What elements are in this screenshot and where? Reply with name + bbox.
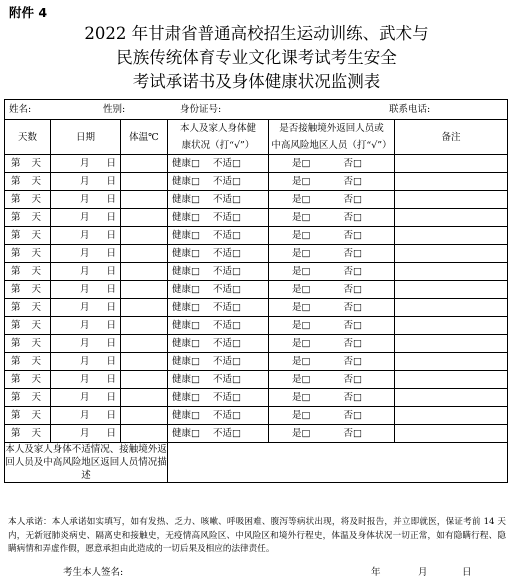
no-checkbox[interactable]: 否□ bbox=[343, 338, 362, 349]
temp-cell[interactable] bbox=[121, 155, 168, 173]
contact-cell bbox=[269, 245, 395, 263]
healthy-checkbox[interactable]: 健康□ bbox=[172, 266, 200, 277]
signature-year: 年 bbox=[371, 567, 381, 578]
day-suffix: 天 bbox=[31, 158, 42, 169]
yes-checkbox[interactable]: 是□ bbox=[292, 176, 311, 187]
healthy-checkbox[interactable]: 健康□ bbox=[172, 338, 200, 349]
day-suffix: 天 bbox=[31, 392, 42, 403]
month-word: 月 bbox=[80, 374, 90, 385]
date-cell[interactable] bbox=[51, 335, 121, 353]
header-temp: 体温℃ bbox=[121, 120, 168, 155]
unwell-checkbox[interactable]: 不适□ bbox=[212, 248, 241, 259]
yes-checkbox[interactable]: 是□ bbox=[292, 302, 311, 313]
healthy-checkbox[interactable]: 健康□ bbox=[172, 194, 200, 205]
table-row bbox=[5, 281, 508, 299]
contact-cell bbox=[269, 209, 395, 227]
temp-cell[interactable] bbox=[121, 353, 168, 371]
yes-checkbox[interactable]: 是□ bbox=[292, 410, 311, 421]
yes-checkbox[interactable]: 是□ bbox=[292, 338, 311, 349]
document-title-line-1: 2022 年甘肃省普通高校招生运动训练、武术与 bbox=[84, 24, 429, 43]
table-row bbox=[5, 353, 508, 371]
healthy-checkbox[interactable]: 健康□ bbox=[172, 284, 200, 295]
day-word: 日 bbox=[106, 320, 117, 331]
note-cell[interactable] bbox=[395, 281, 508, 299]
healthy-checkbox[interactable]: 健康□ bbox=[172, 356, 200, 367]
health-cell bbox=[168, 335, 269, 353]
contact-cell bbox=[269, 263, 395, 281]
day-word: 日 bbox=[106, 158, 117, 169]
table-row bbox=[5, 227, 508, 245]
contact-cell bbox=[269, 425, 395, 443]
table-row bbox=[5, 173, 508, 191]
table-row bbox=[5, 299, 508, 317]
healthy-checkbox[interactable]: 健康□ bbox=[172, 428, 200, 439]
day-cell bbox=[5, 155, 51, 173]
healthy-checkbox[interactable]: 健康□ bbox=[172, 176, 200, 187]
yes-checkbox[interactable]: 是□ bbox=[292, 194, 311, 205]
note-cell[interactable] bbox=[395, 245, 508, 263]
day-prefix: 第 bbox=[11, 302, 21, 313]
day-word: 日 bbox=[106, 212, 117, 223]
month-word: 月 bbox=[80, 176, 90, 187]
unwell-checkbox[interactable]: 不适□ bbox=[212, 194, 241, 205]
health-monitoring-table bbox=[4, 99, 508, 483]
yes-checkbox[interactable]: 是□ bbox=[292, 230, 311, 241]
temp-cell[interactable] bbox=[121, 245, 168, 263]
day-word: 日 bbox=[106, 284, 117, 295]
date-cell[interactable] bbox=[51, 371, 121, 389]
no-checkbox[interactable]: 否□ bbox=[343, 176, 362, 187]
temp-cell[interactable] bbox=[121, 173, 168, 191]
healthy-checkbox[interactable]: 健康□ bbox=[172, 410, 200, 421]
date-cell[interactable] bbox=[51, 353, 121, 371]
unwell-checkbox[interactable]: 不适□ bbox=[212, 176, 241, 187]
day-cell bbox=[5, 245, 51, 263]
contact-cell bbox=[269, 173, 395, 191]
declaration-row bbox=[5, 443, 508, 483]
day-word: 日 bbox=[106, 194, 117, 205]
no-checkbox[interactable]: 否□ bbox=[343, 410, 362, 421]
day-word: 日 bbox=[106, 266, 117, 277]
month-word: 月 bbox=[80, 428, 90, 439]
health-cell bbox=[168, 299, 269, 317]
temp-cell[interactable] bbox=[121, 371, 168, 389]
day-prefix: 第 bbox=[11, 410, 21, 421]
unwell-checkbox[interactable]: 不适□ bbox=[212, 356, 241, 367]
day-prefix: 第 bbox=[11, 320, 21, 331]
promise-text: 本人承诺：本人承诺如实填写，如有发热、乏力、咳嗽、呼吸困难、腹泻等病状出现，将及时报告，并立即就医，保证考前 14 天内，无新冠肺炎病史、隔离史和接触史，无疫情高风险区、中风险区和境外行程史，体温及身体状况一切正常，如有隐瞒行程、隐瞒病情和弄虚作假，愿意承担由此造成的一切后果及相应的法律责任。 bbox=[8, 517, 506, 554]
document-title-line-3: 考试承诺书及身体健康状况监测表 bbox=[132, 72, 381, 91]
table-row bbox=[5, 389, 508, 407]
yes-checkbox[interactable]: 是□ bbox=[292, 428, 311, 439]
document-title-line-2: 民族传统体育专业文化课考试考生安全 bbox=[116, 48, 397, 67]
signature-label: 考生本人签名: bbox=[63, 567, 124, 578]
no-checkbox[interactable]: 否□ bbox=[343, 428, 362, 439]
temp-cell[interactable] bbox=[121, 335, 168, 353]
day-cell bbox=[5, 209, 51, 227]
table-row bbox=[5, 407, 508, 425]
month-word: 月 bbox=[80, 158, 90, 169]
temp-cell[interactable] bbox=[121, 389, 168, 407]
day-suffix: 天 bbox=[31, 230, 42, 241]
unwell-checkbox[interactable]: 不适□ bbox=[212, 410, 241, 421]
health-cell bbox=[168, 353, 269, 371]
header-health-line-2: 康状况（打“√”） bbox=[181, 140, 255, 151]
note-cell[interactable] bbox=[395, 263, 508, 281]
temp-cell[interactable] bbox=[121, 299, 168, 317]
day-cell bbox=[5, 371, 51, 389]
day-prefix: 第 bbox=[11, 212, 21, 223]
contact-cell bbox=[269, 407, 395, 425]
unwell-checkbox[interactable]: 不适□ bbox=[212, 374, 241, 385]
header-day: 天数 bbox=[5, 120, 51, 155]
day-suffix: 天 bbox=[31, 266, 42, 277]
health-cell bbox=[168, 209, 269, 227]
unwell-checkbox[interactable]: 不适□ bbox=[212, 212, 241, 223]
attachment-label: 附件 4 bbox=[9, 5, 48, 20]
day-suffix: 天 bbox=[31, 302, 42, 313]
day-word: 日 bbox=[106, 230, 117, 241]
table-row bbox=[5, 191, 508, 209]
month-word: 月 bbox=[80, 392, 90, 403]
health-cell bbox=[168, 371, 269, 389]
day-suffix: 天 bbox=[31, 194, 42, 205]
healthy-checkbox[interactable]: 健康□ bbox=[172, 392, 200, 403]
health-cell bbox=[168, 281, 269, 299]
day-word: 日 bbox=[106, 392, 117, 403]
no-checkbox[interactable]: 否□ bbox=[343, 392, 362, 403]
no-checkbox[interactable]: 否□ bbox=[343, 230, 362, 241]
contact-cell bbox=[269, 389, 395, 407]
table-row bbox=[5, 245, 508, 263]
no-checkbox[interactable]: 否□ bbox=[343, 266, 362, 277]
day-suffix: 天 bbox=[31, 284, 42, 295]
note-cell[interactable] bbox=[395, 227, 508, 245]
temp-cell[interactable] bbox=[121, 425, 168, 443]
note-cell[interactable] bbox=[395, 155, 508, 173]
day-cell bbox=[5, 389, 51, 407]
day-prefix: 第 bbox=[11, 428, 21, 439]
yes-checkbox[interactable]: 是□ bbox=[292, 248, 311, 259]
table-row bbox=[5, 425, 508, 443]
day-cell bbox=[5, 299, 51, 317]
unwell-checkbox[interactable]: 不适□ bbox=[212, 302, 241, 313]
temp-cell[interactable] bbox=[121, 263, 168, 281]
unwell-checkbox[interactable]: 不适□ bbox=[212, 428, 241, 439]
temp-cell[interactable] bbox=[121, 317, 168, 335]
date-cell[interactable] bbox=[51, 227, 121, 245]
note-cell[interactable] bbox=[395, 317, 508, 335]
month-word: 月 bbox=[80, 194, 90, 205]
header-contact bbox=[269, 120, 395, 155]
gender-field-label[interactable]: 性别: bbox=[103, 104, 126, 115]
contact-cell bbox=[269, 191, 395, 209]
day-word: 日 bbox=[106, 176, 117, 187]
health-cell bbox=[168, 227, 269, 245]
table-row bbox=[5, 317, 508, 335]
no-checkbox[interactable]: 否□ bbox=[343, 212, 362, 223]
day-suffix: 天 bbox=[31, 356, 42, 367]
no-checkbox[interactable]: 否□ bbox=[343, 356, 362, 367]
header-health bbox=[168, 120, 269, 155]
healthy-checkbox[interactable]: 健康□ bbox=[172, 212, 200, 223]
healthy-checkbox[interactable]: 健康□ bbox=[172, 320, 200, 331]
temp-cell[interactable] bbox=[121, 191, 168, 209]
day-prefix: 第 bbox=[11, 176, 21, 187]
day-suffix: 天 bbox=[31, 320, 42, 331]
health-cell bbox=[168, 317, 269, 335]
healthy-checkbox[interactable]: 健康□ bbox=[172, 158, 200, 169]
day-prefix: 第 bbox=[11, 338, 21, 349]
day-suffix: 天 bbox=[31, 428, 42, 439]
healthy-checkbox[interactable]: 健康□ bbox=[172, 248, 200, 259]
day-prefix: 第 bbox=[11, 374, 21, 385]
day-word: 日 bbox=[106, 410, 117, 421]
health-cell bbox=[168, 155, 269, 173]
date-cell[interactable] bbox=[51, 425, 121, 443]
health-cell bbox=[168, 263, 269, 281]
note-cell[interactable] bbox=[395, 299, 508, 317]
id-field-label[interactable]: 身份证号: bbox=[180, 104, 222, 115]
note-cell[interactable] bbox=[395, 425, 508, 443]
day-word: 日 bbox=[106, 338, 117, 349]
table-row bbox=[5, 335, 508, 353]
note-cell[interactable] bbox=[395, 353, 508, 371]
table-row bbox=[5, 155, 508, 173]
date-cell[interactable] bbox=[51, 407, 121, 425]
yes-checkbox[interactable]: 是□ bbox=[292, 158, 311, 169]
contact-cell bbox=[269, 227, 395, 245]
month-word: 月 bbox=[80, 338, 90, 349]
no-checkbox[interactable]: 否□ bbox=[343, 374, 362, 385]
day-word: 日 bbox=[106, 248, 117, 259]
date-cell[interactable] bbox=[51, 263, 121, 281]
yes-checkbox[interactable]: 是□ bbox=[292, 284, 311, 295]
declaration-field[interactable] bbox=[168, 443, 508, 483]
day-prefix: 第 bbox=[11, 248, 21, 259]
day-cell bbox=[5, 407, 51, 425]
month-word: 月 bbox=[80, 320, 90, 331]
healthy-checkbox[interactable]: 健康□ bbox=[172, 374, 200, 385]
day-cell bbox=[5, 317, 51, 335]
unwell-checkbox[interactable]: 不适□ bbox=[212, 338, 241, 349]
day-cell bbox=[5, 353, 51, 371]
no-checkbox[interactable]: 否□ bbox=[343, 248, 362, 259]
month-word: 月 bbox=[80, 230, 90, 241]
unwell-checkbox[interactable]: 不适□ bbox=[212, 230, 241, 241]
health-cell bbox=[168, 389, 269, 407]
day-prefix: 第 bbox=[11, 158, 21, 169]
unwell-checkbox[interactable]: 不适□ bbox=[212, 392, 241, 403]
temp-cell[interactable] bbox=[121, 209, 168, 227]
unwell-checkbox[interactable]: 不适□ bbox=[212, 266, 241, 277]
date-cell[interactable] bbox=[51, 155, 121, 173]
contact-cell bbox=[269, 317, 395, 335]
health-cell bbox=[168, 245, 269, 263]
day-word: 日 bbox=[106, 374, 117, 385]
day-cell bbox=[5, 191, 51, 209]
no-checkbox[interactable]: 否□ bbox=[343, 284, 362, 295]
day-prefix: 第 bbox=[11, 194, 21, 205]
header-contact-line-2: 中高风险地区人员（打“√”） bbox=[271, 140, 392, 151]
table-row bbox=[5, 209, 508, 227]
health-cell bbox=[168, 173, 269, 191]
temp-cell[interactable] bbox=[121, 407, 168, 425]
unwell-checkbox[interactable]: 不适□ bbox=[212, 320, 241, 331]
date-cell[interactable] bbox=[51, 281, 121, 299]
declaration-label: 本人及家人身体不适情况、接触境外返回人员及中高风险地区返回人员情况描述 bbox=[5, 444, 167, 481]
date-cell[interactable] bbox=[51, 209, 121, 227]
no-checkbox[interactable]: 否□ bbox=[343, 302, 362, 313]
table-header-row bbox=[5, 120, 508, 155]
day-prefix: 第 bbox=[11, 266, 21, 277]
signature-month: 月 bbox=[418, 567, 428, 578]
day-suffix: 天 bbox=[31, 338, 42, 349]
day-prefix: 第 bbox=[11, 284, 21, 295]
healthy-checkbox[interactable]: 健康□ bbox=[172, 302, 200, 313]
note-cell[interactable] bbox=[395, 173, 508, 191]
month-word: 月 bbox=[80, 284, 90, 295]
day-word: 日 bbox=[106, 302, 117, 313]
yes-checkbox[interactable]: 是□ bbox=[292, 356, 311, 367]
day-suffix: 天 bbox=[31, 176, 42, 187]
note-cell[interactable] bbox=[395, 191, 508, 209]
day-prefix: 第 bbox=[11, 356, 21, 367]
no-checkbox[interactable]: 否□ bbox=[343, 320, 362, 331]
day-cell bbox=[5, 263, 51, 281]
note-cell[interactable] bbox=[395, 389, 508, 407]
header-date: 日期 bbox=[51, 120, 121, 155]
note-cell[interactable] bbox=[395, 371, 508, 389]
health-cell bbox=[168, 425, 269, 443]
yes-checkbox[interactable]: 是□ bbox=[292, 212, 311, 223]
month-word: 月 bbox=[80, 356, 90, 367]
signature-day: 日 bbox=[462, 567, 472, 578]
day-word: 日 bbox=[106, 356, 117, 367]
contact-cell bbox=[269, 281, 395, 299]
name-field-label[interactable]: 姓名: bbox=[9, 104, 32, 115]
day-cell bbox=[5, 425, 51, 443]
yes-checkbox[interactable]: 是□ bbox=[292, 374, 311, 385]
day-suffix: 天 bbox=[31, 374, 42, 385]
contact-cell bbox=[269, 335, 395, 353]
table-row bbox=[5, 371, 508, 389]
day-cell bbox=[5, 335, 51, 353]
month-word: 月 bbox=[80, 212, 90, 223]
day-suffix: 天 bbox=[31, 212, 42, 223]
note-cell[interactable] bbox=[395, 209, 508, 227]
yes-checkbox[interactable]: 是□ bbox=[292, 392, 311, 403]
healthy-checkbox[interactable]: 健康□ bbox=[172, 230, 200, 241]
month-word: 月 bbox=[80, 410, 90, 421]
contact-cell bbox=[269, 371, 395, 389]
health-cell bbox=[168, 191, 269, 209]
table-row bbox=[5, 263, 508, 281]
temp-cell[interactable] bbox=[121, 227, 168, 245]
date-cell[interactable] bbox=[51, 245, 121, 263]
day-cell bbox=[5, 227, 51, 245]
contact-cell bbox=[269, 155, 395, 173]
contact-cell bbox=[269, 299, 395, 317]
month-word: 月 bbox=[80, 302, 90, 313]
health-cell bbox=[168, 407, 269, 425]
month-word: 月 bbox=[80, 248, 90, 259]
header-health-line-1: 本人及家人身体健 bbox=[179, 123, 256, 134]
unwell-checkbox[interactable]: 不适□ bbox=[212, 284, 241, 295]
day-prefix: 第 bbox=[11, 392, 21, 403]
no-checkbox[interactable]: 否□ bbox=[343, 194, 362, 205]
contact-cell bbox=[269, 353, 395, 371]
unwell-checkbox[interactable]: 不适□ bbox=[212, 158, 241, 169]
day-suffix: 天 bbox=[31, 248, 42, 259]
day-suffix: 天 bbox=[31, 410, 42, 421]
note-cell[interactable] bbox=[395, 335, 508, 353]
info-row bbox=[5, 100, 508, 120]
header-contact-line-1: 是否接触境外返回人员或 bbox=[279, 123, 384, 134]
day-cell bbox=[5, 281, 51, 299]
date-cell[interactable] bbox=[51, 173, 121, 191]
note-cell[interactable] bbox=[395, 407, 508, 425]
temp-cell[interactable] bbox=[121, 281, 168, 299]
day-cell bbox=[5, 173, 51, 191]
phone-field-label[interactable]: 联系电话: bbox=[389, 104, 431, 115]
date-cell[interactable] bbox=[51, 191, 121, 209]
yes-checkbox[interactable]: 是□ bbox=[292, 320, 311, 331]
yes-checkbox[interactable]: 是□ bbox=[292, 266, 311, 277]
date-cell[interactable] bbox=[51, 317, 121, 335]
day-prefix: 第 bbox=[11, 230, 21, 241]
day-word: 日 bbox=[106, 428, 117, 439]
no-checkbox[interactable]: 否□ bbox=[343, 158, 362, 169]
date-cell[interactable] bbox=[51, 299, 121, 317]
month-word: 月 bbox=[80, 266, 90, 277]
date-cell[interactable] bbox=[51, 389, 121, 407]
header-note: 备注 bbox=[395, 120, 508, 155]
